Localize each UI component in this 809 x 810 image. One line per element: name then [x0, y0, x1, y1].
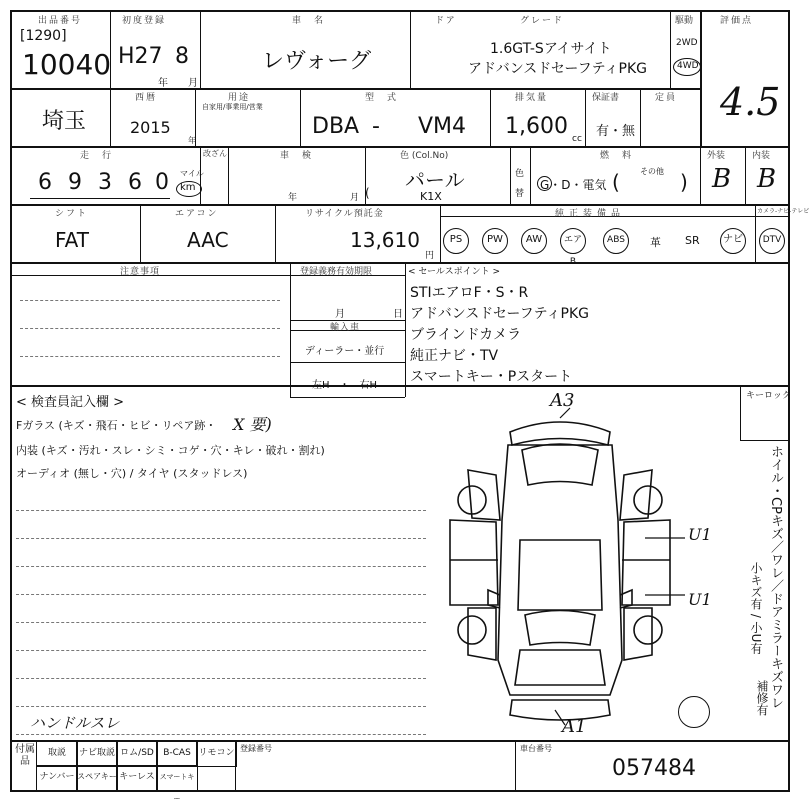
fuel-options: G・D・電気: [540, 178, 607, 192]
ac-value: AAC: [187, 228, 229, 252]
acc-remote: リモコン: [196, 741, 237, 767]
damage-mark-right-2: U1: [688, 590, 712, 609]
legend-scratch: 小キズ有 / 小U有: [749, 562, 763, 655]
equipment-dtv: DTV: [759, 228, 785, 254]
model-code: VM4: [418, 114, 467, 139]
inspector-title: < 検査員記入欄 >: [16, 395, 125, 410]
mileage-digit-5: 0: [155, 170, 169, 195]
accessory-label: 付属品: [15, 744, 35, 767]
ac-label: エアコン: [175, 209, 219, 219]
score-value: 4.5: [720, 80, 781, 124]
damage-mark-top: A3: [550, 390, 575, 411]
steering-option: 左H ・ 右H: [312, 380, 378, 391]
fuel-paren-open: (: [612, 170, 620, 194]
region: 埼玉: [42, 109, 87, 134]
capacity-label: 定員: [655, 93, 678, 103]
displacement: 1,600: [505, 114, 568, 139]
handwritten-note: ハンドルスレ: [30, 714, 120, 732]
year-unit-2: 年: [188, 136, 196, 145]
drive-4wd: 4WD: [677, 61, 699, 71]
month-unit: 月: [188, 78, 198, 89]
exterior-label: 外装: [707, 151, 726, 161]
recycle-value: 13,610: [350, 228, 420, 252]
reg-expiry-label: 登録義務有効期限: [300, 267, 373, 277]
fuel-other: その他: [640, 167, 664, 176]
usage-label: 用途: [228, 93, 251, 103]
sales-point-4: 純正ナビ・TV: [410, 348, 499, 364]
drive-label: 駆動: [675, 16, 694, 26]
first-reg-year: H27: [118, 44, 163, 69]
sales-point-2: アドバンスドセーフティPKG: [410, 306, 589, 322]
inspector-line-1: Fガラス (キズ・飛石・ヒビ・リペア跡・: [16, 419, 217, 432]
model-dash: -: [372, 114, 380, 139]
color-value: パール: [405, 168, 465, 192]
drive-2wd: 2WD: [676, 38, 698, 48]
color-side-bottom: 替: [515, 189, 525, 199]
color-label: 色 (Col.No): [400, 151, 449, 161]
exterior-grade: B: [712, 164, 732, 194]
color-side-top: 色: [515, 169, 525, 179]
mileage-digit-1: 6: [38, 170, 52, 195]
damage-mark-right-1: U1: [688, 525, 712, 544]
inspector-line-3: オーディオ (無し・穴) / タイヤ (スタッドレス): [16, 467, 248, 480]
model-year: 2015: [130, 118, 171, 137]
inspector-line-1-hand: X 要): [233, 415, 272, 434]
first-reg-label: 初度登録: [122, 16, 167, 26]
equipment-airbag: エアB: [560, 228, 586, 254]
grade-line2: アドバンスドセーフティPKG: [468, 61, 647, 77]
chassis-number: 057484: [612, 756, 696, 781]
damage-mark-bottom: A1: [562, 716, 587, 737]
acc-keyless: キーレス: [116, 765, 158, 791]
inspector-line-2: 内装 (キズ・汚れ・スレ・シミ・コゲ・穴・キレ・破れ・割れ): [16, 444, 325, 457]
recycle-label: リサイクル預託金: [305, 209, 384, 219]
interior-label: 内装: [752, 151, 771, 161]
mileage-digit-4: 6: [128, 170, 142, 195]
equipment-ps: PS: [443, 228, 469, 254]
equipment-leather: 革: [650, 236, 661, 249]
key-lock-label: キーロック: [746, 391, 791, 401]
sales-label: < セールスポイント >: [408, 267, 500, 277]
chassis-label: 車台番号: [520, 744, 552, 753]
usage-sub: 自家用/事業用/営業: [202, 103, 263, 111]
shift-value: FAT: [55, 228, 90, 252]
interior-grade: B: [757, 164, 777, 194]
acc-spare-key: スペアキー: [76, 765, 118, 791]
sales-point-5: スマートキー・Pスタート: [410, 369, 573, 385]
score-label: 評価点: [720, 16, 754, 26]
mileage-label: 走 行: [80, 151, 114, 161]
acc-smart-key: スマートキー: [156, 765, 198, 791]
warranty-value: 有・無: [596, 124, 636, 139]
car-condition-diagram: [440, 410, 680, 735]
warranty-label: 保証書: [592, 93, 620, 103]
inspection-month-unit: 月: [350, 193, 360, 203]
lot-label: 出品番号: [38, 16, 83, 26]
inspection-year-unit: 年: [288, 193, 298, 203]
equipment-label: 純正装備品: [555, 209, 626, 219]
year-unit: 年: [158, 78, 168, 89]
mile-unit: マイル: [180, 169, 204, 178]
mileage-digit-2: 9: [68, 170, 82, 195]
mileage-digit-3: 3: [98, 170, 112, 195]
grade-label: グレード: [520, 16, 565, 26]
reg-number-label: 登録番号: [240, 744, 272, 753]
acc-manual: 取説: [36, 741, 78, 767]
model-label: 型 式: [365, 93, 399, 103]
equipment-pw: PW: [482, 228, 508, 254]
color-code: K1X: [420, 190, 442, 203]
shift-label: シフト: [55, 209, 89, 219]
model-prefix: DBA: [312, 114, 360, 139]
legend-repair: 補修有: [755, 680, 769, 716]
km-unit: km: [180, 182, 196, 193]
equipment-navi: ナビ: [720, 228, 746, 254]
dealer-option: ディーラー・並行: [305, 346, 385, 357]
color-paren: (: [365, 186, 370, 200]
car-name: レヴォーグ: [262, 49, 372, 74]
first-reg-month: 8: [175, 44, 189, 69]
reg-expiry-day: 日: [393, 309, 403, 320]
reg-expiry-month: 月: [335, 309, 345, 320]
acc-rom-sd: ロム/SD: [116, 741, 158, 767]
import-label: 輸入車: [330, 323, 361, 333]
sales-point-1: STIエアロF・S・R: [410, 285, 529, 301]
equipment-abs: ABS: [603, 228, 629, 254]
displacement-label: 排気量: [515, 93, 549, 103]
caution-label: 注意事項: [120, 267, 161, 277]
equipment-sr: SR: [685, 234, 700, 247]
lot-number: 10040: [22, 48, 112, 81]
meter-label: 改ざん: [203, 149, 227, 158]
door-label: ドア: [435, 16, 457, 26]
inspection-label: 車 検: [280, 151, 314, 161]
camera-label: カメラ-ナビ-テレビ: [757, 208, 809, 215]
yen-unit: 円: [425, 251, 435, 261]
grade-line1: 1.6GT-Sアイサイト: [490, 41, 612, 57]
car-name-label: 車 名: [292, 16, 326, 26]
legend-wheel: ホイル・CPキズ／ワレ／ドアミラーキズワレ: [768, 445, 783, 709]
acc-navi-manual: ナビ取説: [76, 741, 118, 767]
acc-bcas: B-CAS: [156, 741, 198, 767]
lot-small-number: [1290]: [20, 28, 67, 44]
fuel-paren-close: ): [680, 170, 688, 194]
acc-plate: ナンバー: [36, 765, 78, 791]
cc-unit: cc: [572, 134, 582, 144]
year-label: 西暦: [135, 93, 158, 103]
sales-point-3: ブラインドカメラ: [410, 327, 522, 343]
fuel-label: 燃 料: [600, 151, 634, 161]
equipment-aw: AW: [521, 228, 547, 254]
spare-tire-circle: [678, 696, 710, 728]
